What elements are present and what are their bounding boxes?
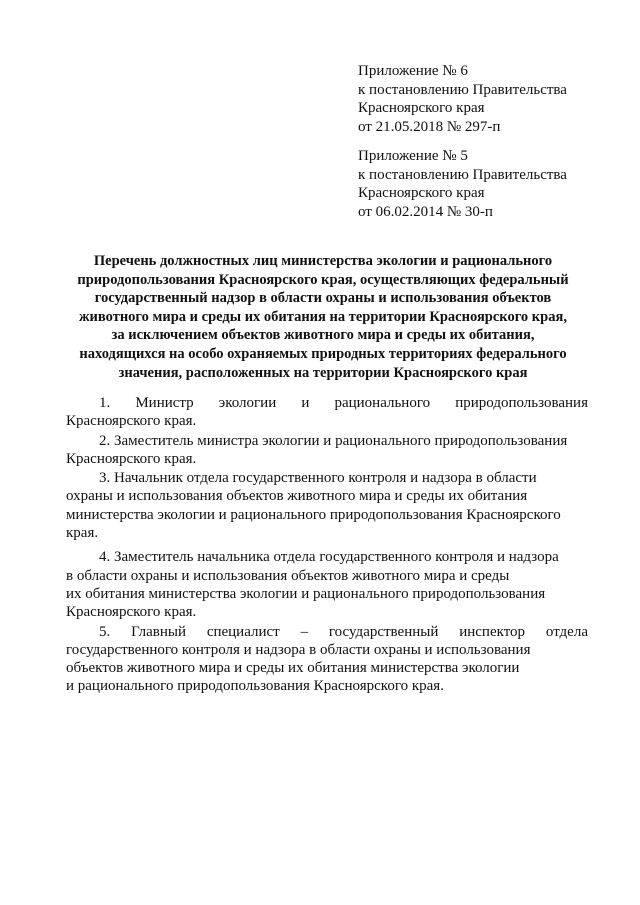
officials-list [66, 394, 588, 697]
list-item-line: Красноярского края. [66, 604, 197, 621]
list-item-4 [66, 548, 588, 621]
item-word: государственный [328, 623, 439, 640]
list-item-2 [66, 432, 588, 469]
item-word: и [301, 395, 310, 411]
appendix-5-resolution: к постановлению Правительства [358, 166, 567, 183]
item-word: – [300, 623, 309, 640]
list-item-first-line: 3. Начальник отдела государственного контроля и надзора в области [99, 470, 537, 487]
appendix-6-resolution: к постановлению Правительства [358, 81, 567, 98]
appendix-6-region: Красноярского края [358, 100, 485, 116]
list-item-1 [66, 394, 588, 431]
item-word: Главный [131, 623, 186, 640]
list-item-3 [66, 469, 588, 542]
appendix-5-header [358, 147, 618, 221]
title-line: природопользования Красноярского края, осуществляющих федеральный [77, 271, 569, 288]
list-item-line: и рационального природопользования Красноярского края. [66, 678, 444, 695]
appendix-5-number: Приложение № 5 [358, 148, 468, 164]
list-item-first-line [66, 394, 588, 412]
title-line: животного мира и среды их обитания на территории Красноярского края, [79, 308, 567, 325]
title-line: находящихся на особо охраняемых природных территориях федерального [79, 345, 567, 362]
document-title [62, 252, 584, 382]
appendix-6-date: от 21.05.2018 № 297-п [358, 118, 501, 135]
list-item-line: министерства экологии и рационального природопользования Красноярского [66, 506, 561, 523]
item-word: природопользования [455, 395, 588, 411]
list-item-first-line [66, 623, 588, 641]
item-word: экологии [218, 395, 277, 411]
item-word: отдела [545, 623, 588, 640]
list-item-line: края. [66, 525, 99, 542]
title-line: государственный надзор в области охраны и использования объектов [94, 290, 552, 307]
item-word: Министр [135, 395, 194, 411]
list-item-line: их обитания министерства экологии и рационального природопользования [66, 585, 546, 602]
list-item-first-line: 4. Заместитель начальника отдела государственного контроля и надзора [99, 549, 559, 566]
list-item-line: охраны и использования объектов животного мира и среды их обитания [66, 488, 528, 505]
item-word: инспектор [459, 623, 526, 640]
title-line: за исключением объектов животного мира и среды их обитания, [111, 327, 535, 344]
list-item-line: в области охраны и использования объектов животного мира и среды [66, 567, 510, 584]
list-item-line: государственного контроля и надзора в области охраны и использования [66, 641, 531, 658]
item-number: 1. [99, 395, 111, 411]
title-line: Перечень должностных лиц министерства экологии и рационального [93, 253, 553, 269]
list-item-line: Красноярского края. [66, 413, 197, 430]
appendix-6-header [358, 62, 618, 136]
list-item-5 [66, 623, 588, 696]
list-item-line: объектов животного мира и среды их обитания министерства экологии [66, 660, 520, 677]
list-item-first-line: 2. Заместитель министра экологии и рационального природопользования [99, 432, 568, 449]
item-word: рационального [334, 395, 431, 411]
item-word: специалист [206, 623, 280, 640]
appendix-5-region: Красноярского края [358, 185, 485, 201]
item-number: 5. [99, 623, 111, 640]
appendix-6-number: Приложение № 6 [358, 63, 468, 79]
list-item-line: Красноярского края. [66, 450, 197, 467]
appendix-5-date: от 06.02.2014 № 30-п [358, 203, 493, 220]
title-line: значения, расположенных на территории Красноярского края [118, 364, 528, 381]
